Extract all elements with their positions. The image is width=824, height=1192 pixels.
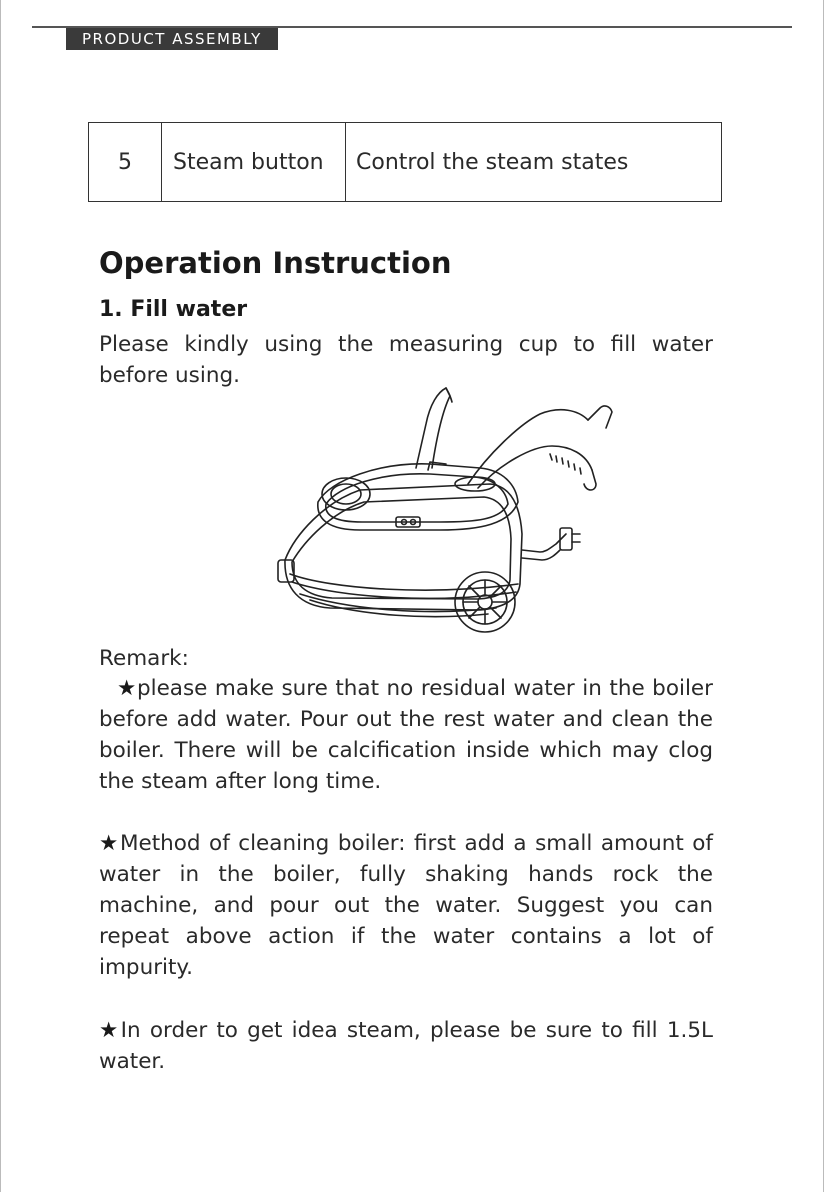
spec-table [88,122,722,202]
row-number: 5 [89,123,162,202]
remark-item-text: In order to get idea steam, please be sure to fill 1.5L water. [99,1018,713,1074]
remark-item [99,1015,713,1077]
step-text: Please kindly using the measuring cup to fill water before using. [99,332,713,388]
row-part-name: Steam button [162,123,346,202]
table-row [89,123,722,202]
step-title: 1. Fill water [99,297,248,322]
row-description: Control the steam states [346,123,722,202]
page-title: Operation Instruction [99,246,452,280]
remark-item [99,828,713,983]
star-icon: ★ [99,831,120,856]
star-icon: ★ [117,676,137,701]
remark-item-text: please make sure that no residual water in the boiler before add water. Pour out the rest water and clean the boiler. There will be calcification inside which may clog the steam after long time. [99,676,713,794]
remark-label: Remark: [99,646,189,671]
star-icon: ★ [99,1018,121,1043]
page-border-left [0,0,1,1192]
section-tag: PRODUCT ASSEMBLY [66,28,278,50]
steam-cleaner-filling-icon [270,384,620,640]
remark-item-text: Method of cleaning boiler: first add a small amount of water in the boiler, fully shaking hands rock the machine, and pour out the water. Suggest you can repeat above action if the water contains a lot of impurity. [99,831,713,980]
remark-item [99,673,713,797]
